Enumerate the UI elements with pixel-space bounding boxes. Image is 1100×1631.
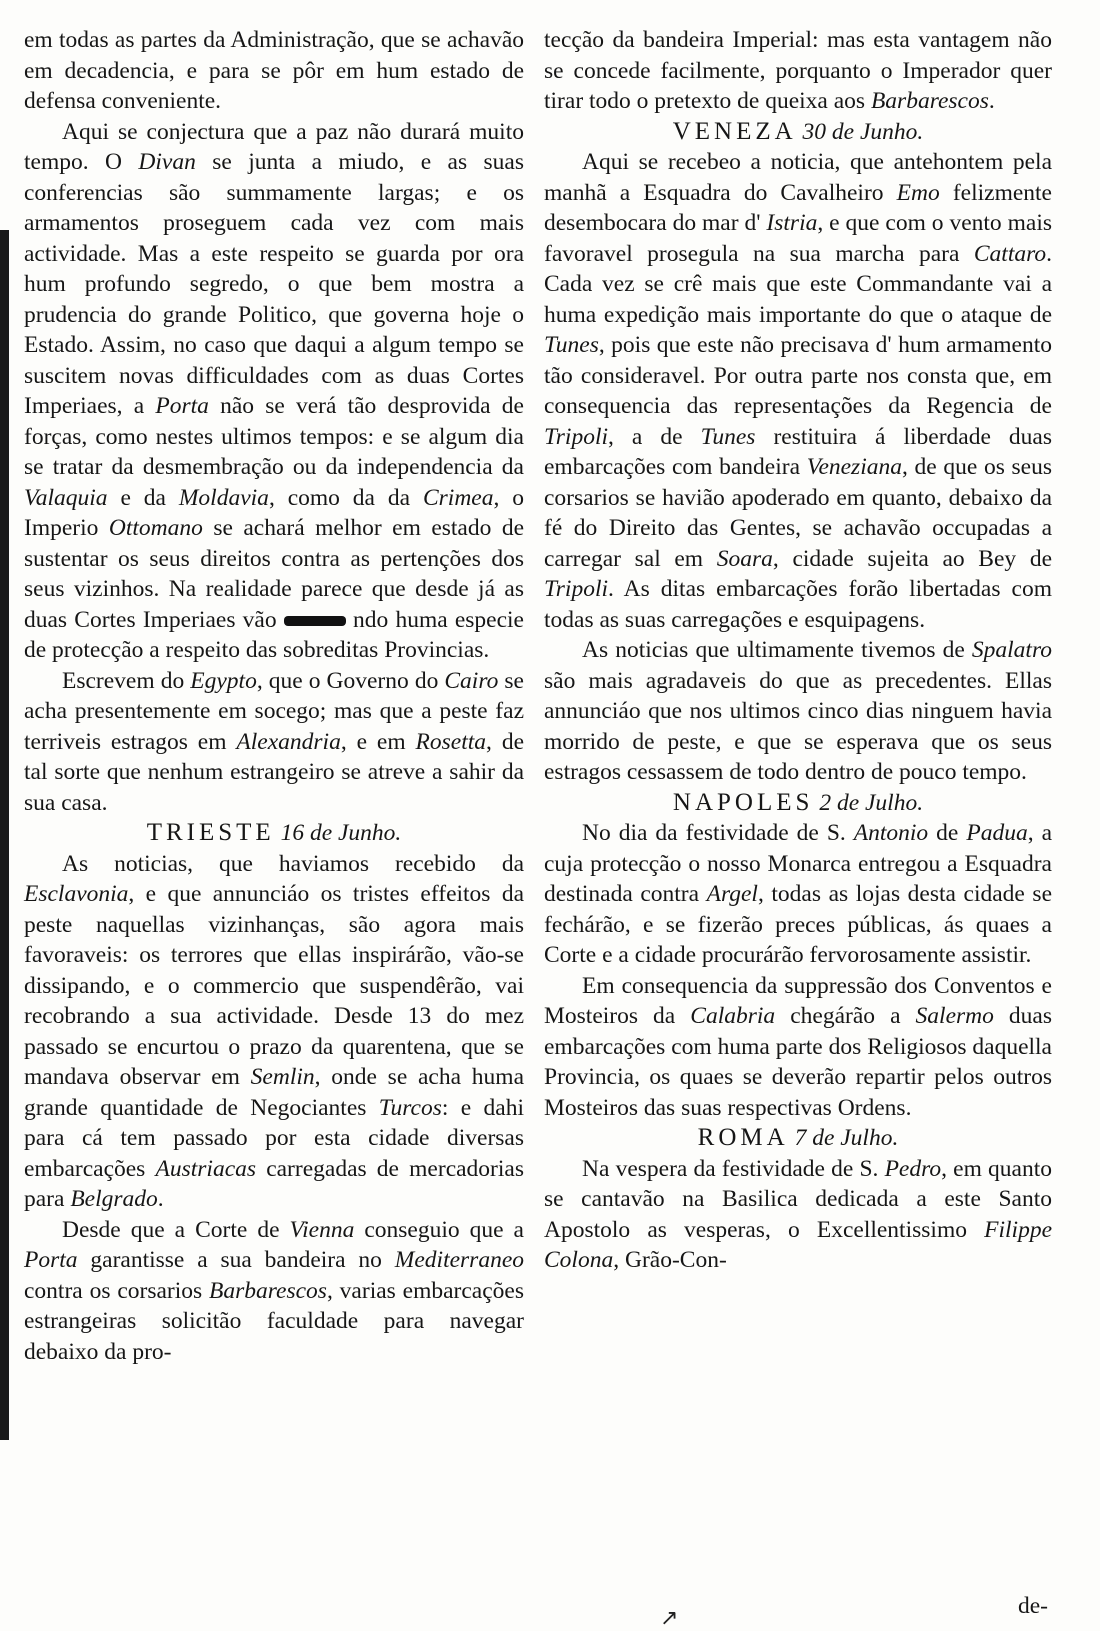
dateline-napoles: NAPOLES 2 de Julho. [672,788,924,816]
paragraph-basilica: Na vespera da festividade de S. Pedro, em quanto se cantavão na Basilica dedicada a este Santo Apostolo as vesperas, o Excellentissimo Filippe Colona, Grão-Con- [544,1155,1052,1273]
paragraph-administracao: em todas as partes da Administração, que se achavão em decadencia, e para se pôr em hum estado de defensa conveniente. [24,27,524,114]
binding-edge [0,230,9,1440]
paragraph-paz: Aqui se conjectura que a paz não durará muito tempo. O Divan se junta a miudo, e as suas conferencias são summamente largas; e os armamentos proseguem cada vez com mais actividade. Mas a este respeito se guarda por ora hum profundo segredo, o que bem mostra a prudencia do grande Politico, que governa hoje o Estado. Assim, no caso que daqui a algum tempo se suscitem novas difficuldades com as duas Cortes Imperiaes, a Porta não se verá tão desprovida de forças, como nestes ultimos tempos: e se algum dia se tratar da desmembração ou da independencia da Valaquia e da Moldavia, como da da Crimea, o Imperio Ottomano se achará melhor em estado de sustentar os seus direitos contra as pertenções dos seus vizinhos. Na realidade parece que desde já as duas Cortes Imperiaes vão ndo huma especie de protecção a respeito das sobreditas Provincias. [24,118,525,663]
paragraph-esquadra: Aqui se recebeo a noticia, que antehontem pela manhã a Esquadra do Cavalheiro Emo felizmente desembocara do mar d' Istria, e que com o vento mais favoravel prosegula na sua marcha para Cattaro. Cada vez se crê mais que este Commandante vai a huma expedição mais importante do que o ataque de Tunes, pois que este não precisava d' hum armamento tão consideravel. Por outra parte nos consta que, em consequencia das representações da Regencia de Tripoli, a de Tunes restituira á liberdade duas embarcações com bandeira Veneziana, de que os seus corsarios se havião apoderado em quanto, debaixo da fé do Direito das Gentes, se achavão occupadas a carregar sal em Soara, cidade sujeita ao Bey de Tripoli. As ditas embarcações forão libertadas com todas as suas carregações e esquipagens. [544,149,1053,633]
paragraph-esclavonia: As noticias, que haviamos recebido da Esclavonia, e que annunciáo os tristes effeitos da peste naquellas vizinhanças, são agora mais favoraveis: os terrores que ellas inspirárão, vão-se dissipando, e o commercio que suspendêrão, vai recobrando a sua actividade. Desde 13 do mez passado se encurtou o prazo da quarentena, que se mandava observar em Semlin, onde se acha huma grande quantidade de Negociantes Turcos: e dahi para cá tem passado por esta cidade diversas embarcações Austriacas carregadas de mercadorias para Belgrado. [24,850,524,1212]
paragraph-festividade: No dia da festividade de S. Antonio de Padua, a cuja protecção o nosso Monarca entregou a Esquadra destinada contra Argel, todas as lojas desta cidade se fechárão, e se fizerão preces públicas, ás quaes a Corte e a cidade procurárão fervorosamente assistir. [544,820,1052,968]
paragraph-vienna: Desde que a Corte de Vienna conseguio que a Porta garantisse a sua bandeira no Mediterraneo contra os corsarios Barbarescos, varias embarcações estrangeiras solicitão faculdade para navegar debaixo da pro- [24,1216,524,1365]
catchword: de- [1017,1593,1048,1619]
dateline-veneza: VENEZA 30 de Junho. [672,117,924,145]
right-column [544,25,1052,1276]
paragraph-egypto: Escrevem do Egypto, que o Governo do Cairo se acha presentemente em socego; mas que a peste faz terriveis estragos em Alexandria, e em Rosetta, de tal sorte que nenhum estrangeiro se atreve a sahir da sua casa. [24,667,524,816]
dateline-roma: ROMA 7 de Julho. [697,1124,899,1151]
paragraph-bandeira: tecção da bandeira Imperial: mas esta vantagem não se concede facilmente, porquanto o Imperador quer tirar todo o pretexto de queixa aos Barbarescos. [544,27,1052,114]
printer-mark-icon: ↗ [660,1606,679,1631]
paragraph-spalatro: As noticias que ultimamente tivemos de Spalatro são mais agradaveis do que as precedentes. Ellas annunciáo que nos ultimos cinco dias ninguem havia morrido de peste, e que se esperava que os seus estragos cessassem de todo dentro de pouco tempo. [544,637,1052,785]
dateline-trieste: TRIESTE 16 de Junho. [146,819,402,846]
ink-blot [284,616,346,626]
paragraph-calabria: Em consequencia da suppressão dos Conventos e Mosteiros da Calabria chegárão a Salermo duas embarcações com huma parte dos Religiosos daquella Provincia, os quaes se deverão repartir pelos outros Mosteiros das suas respectivas Ordens. [544,972,1052,1121]
left-column [24,25,524,1367]
